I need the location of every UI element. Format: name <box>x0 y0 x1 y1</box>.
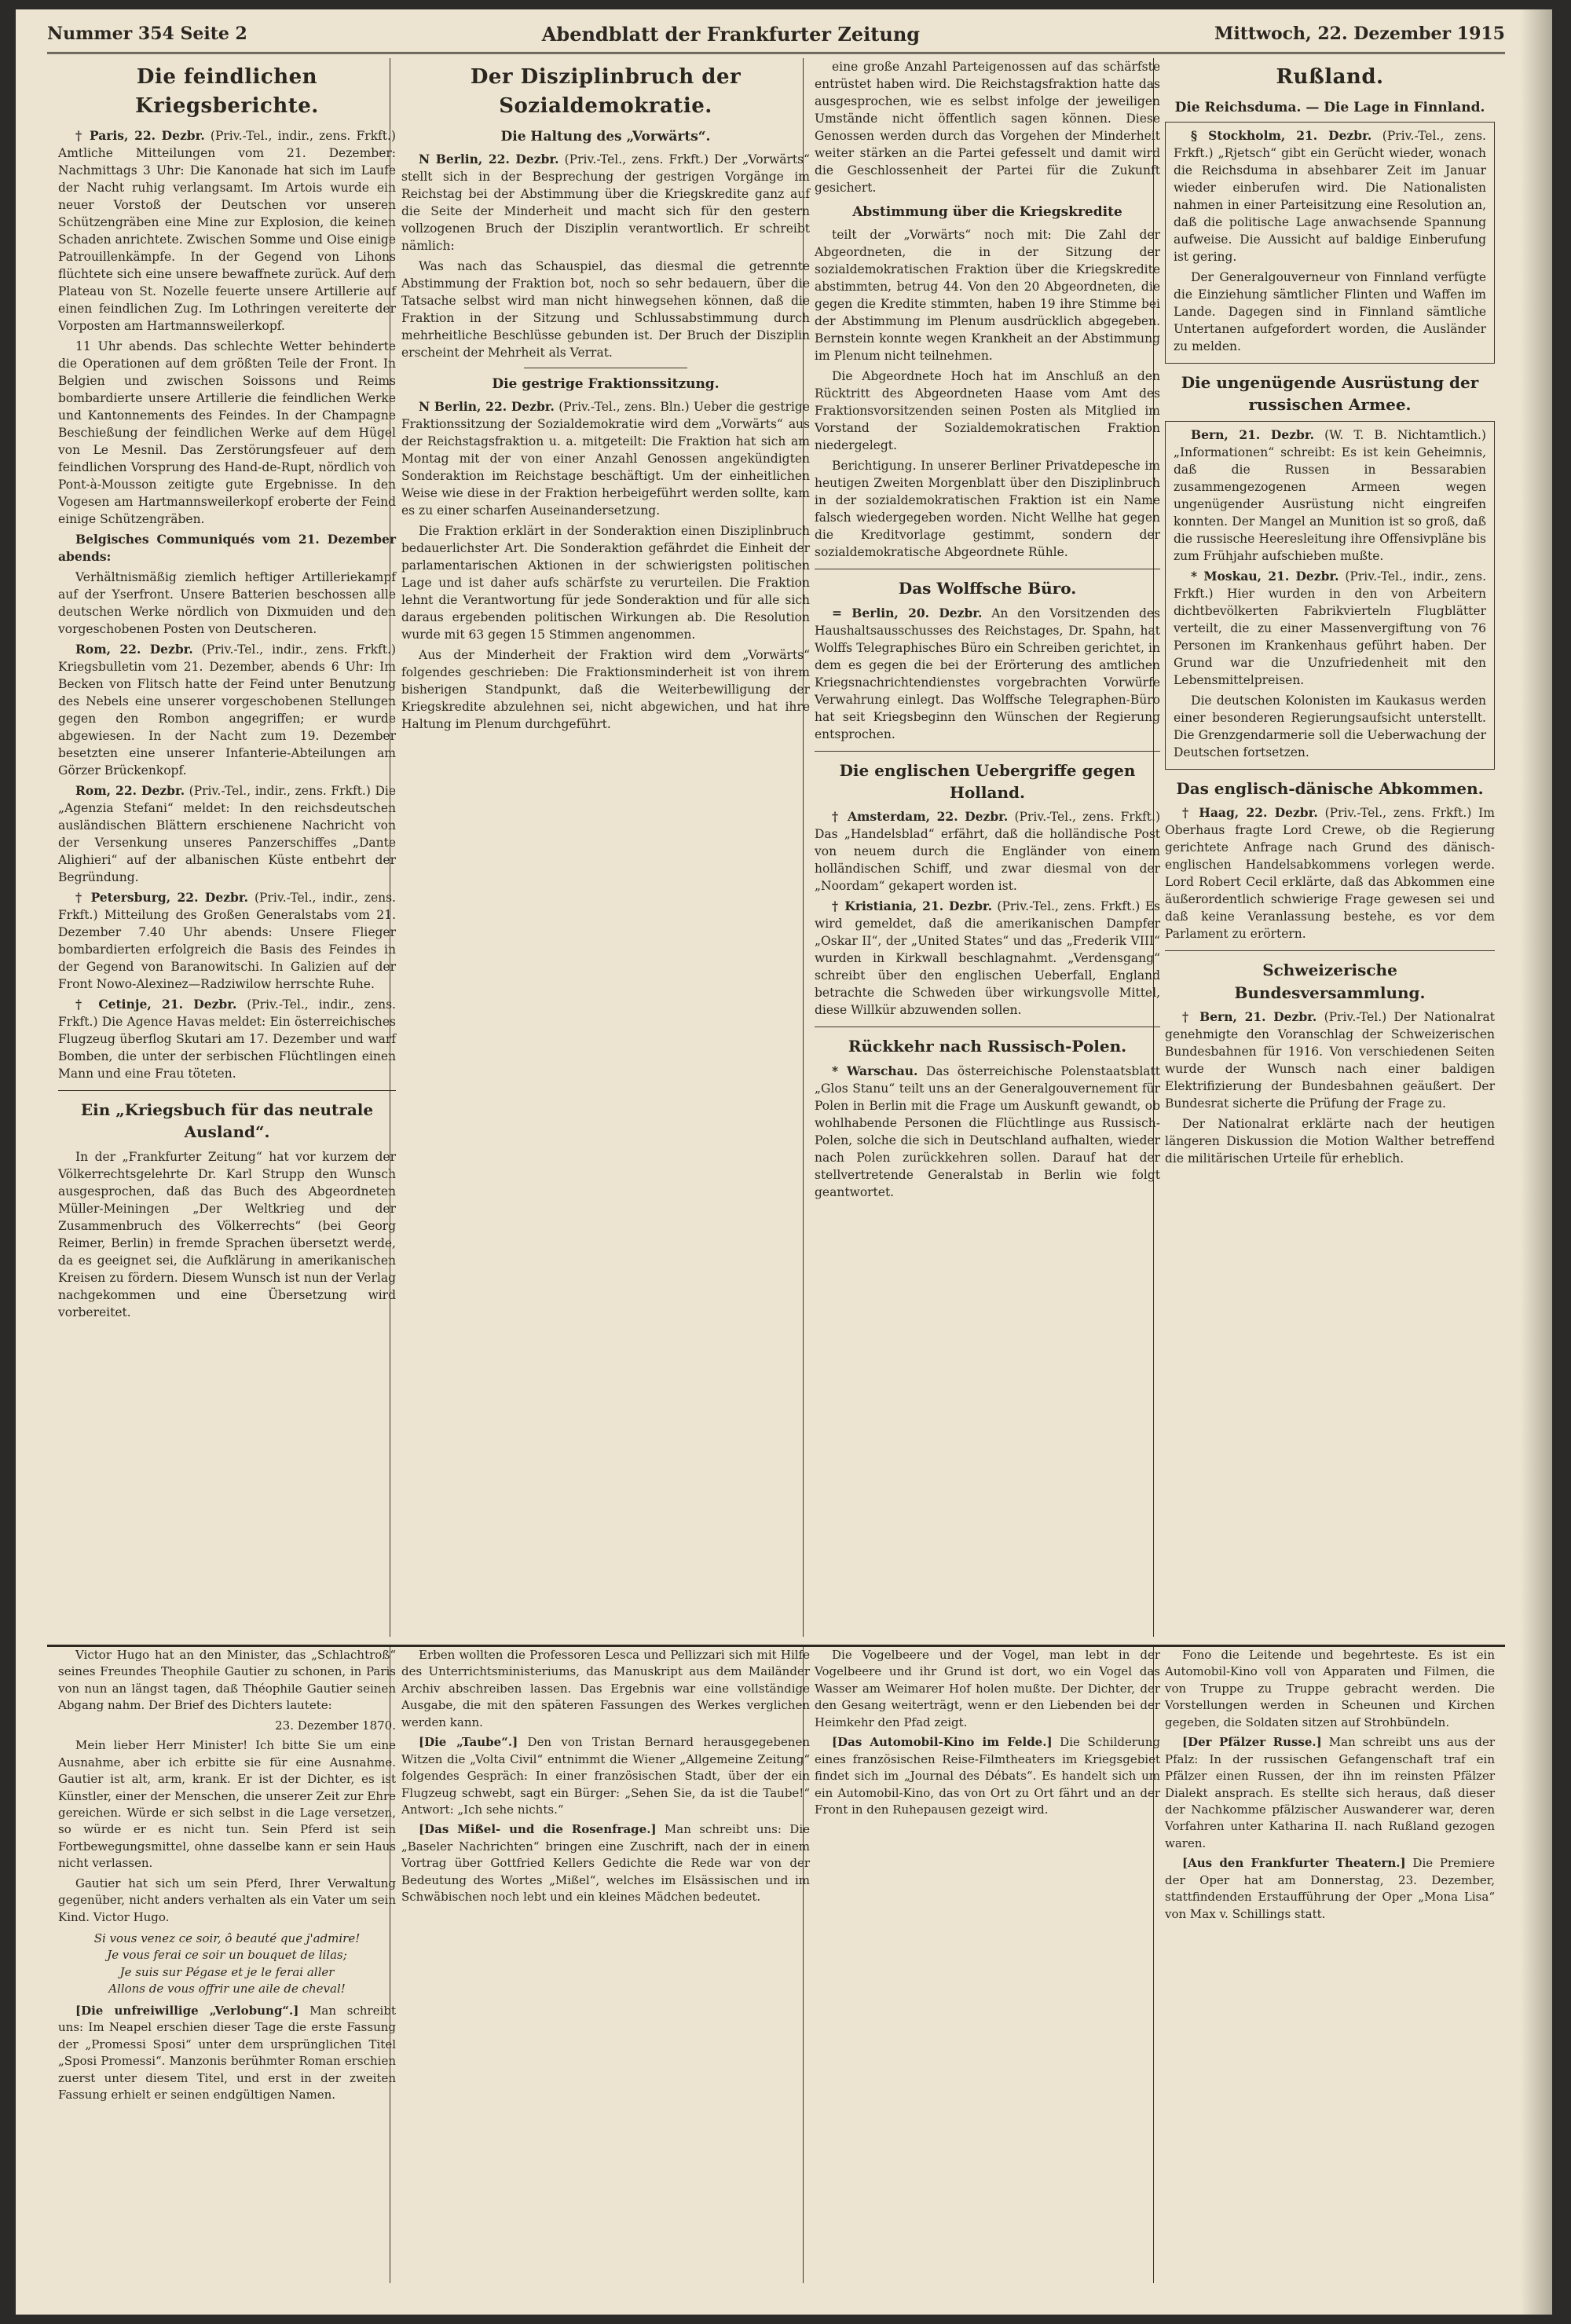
article-title: Schweizerische Bundesversammlung. <box>1234 961 1426 1002</box>
paragraph: Die Vogelbeere und der Vogel, man lebt in der Vogelbeere und ihr Grund ist dort, wo ein Vogel das Wasser am Weimarer Hof holen mußte. Der Dichter, der den Gesang weiterträgt, wenn er den Liebenden bei der Heimkehr den Pfad zeigt. <box>815 1648 1160 1729</box>
paragraph <box>401 398 810 519</box>
paragraph: Der Nationalrat erklärte nach der heutigen längeren Diskussion die Motion Walther betreffend die militärischen Urteile für erheblich. <box>1165 1116 1495 1166</box>
article-title: Die ungenügende Ausrüstung der russischen Armee. <box>1181 373 1479 415</box>
boxed-article <box>1165 421 1495 770</box>
boxed-article <box>1165 122 1495 364</box>
dateline: † Cetinje, 21. Dezbr. <box>75 996 237 1012</box>
paragraph: Der Generalgouverneur von Finnland verfügte die Einziehung sämtlicher Flinten und Waffen im Lande. Dagegen sind in Finnland sämtliche Untertanen aufgefordert worden, die Ausländer zu melden. <box>1174 270 1486 354</box>
article-title: Die feindlichen Kriegsberichte. <box>135 65 319 118</box>
poem-line: Je suis sur Pégase et je le ferai aller <box>119 1964 335 1979</box>
paragraph-text: (Priv.-Tel., zens. Frkft.) Der „Vorwärts“ stellt sich in der Besprechung der gestrigen Vorgänge im Reichstag bei der Abstimmung über die Kriegskredite ganz auf die Seite der Minderheit und macht sich für den gestern vollzogenen Bruch der Disziplin verantwortlich. Er schreibt nämlich: <box>401 152 810 253</box>
paragraph <box>1165 804 1495 942</box>
poem-line: Si vous venez ce soir, ô beauté que j'admire! <box>93 1931 361 1945</box>
item-heading: [Das Mißel- und die Rosenfrage.] <box>419 1822 657 1837</box>
paragraph-text: (Priv.-Tel., zens. Frkft.) Das „Handelsblad“ erfährt, daß die holländische Post von neuem durch die Engländer von einem holländischen Schiff, und zwar diesmal von der „Noordam“ gekapert worden ist. <box>815 810 1160 894</box>
top-section <box>47 58 1505 1637</box>
paragraph <box>401 1821 810 1905</box>
dateline: † Amsterdam, 22. Dezbr. <box>832 809 1009 825</box>
article-title: Rückkehr nach Russisch-Polen. <box>848 1037 1127 1056</box>
paragraph <box>815 808 1160 895</box>
paragraph <box>1174 127 1486 265</box>
issue-date: Mittwoch, 22. Dezember 1915 <box>1214 24 1505 44</box>
article-title: Das englisch-dänische Abkommen. <box>1176 778 1484 798</box>
item-heading: [Die unfreiwillige „Verlobung“.] <box>75 2003 299 2018</box>
paragraph-text: Man schreibt uns aus der Pfalz: In der russischen Gefangenschaft traf ein Pfälzer einen Russen, der ihn im reinsten Pfälzer Dialekt ansprach. Es stellte sich heraus, daß dieser der Nachkomme pfälzischer Auswanderer war, deren Vorfahren unter Katharina II. nach Rußland gezogen waren. <box>1165 1735 1495 1850</box>
paragraph <box>58 2003 396 2104</box>
paragraph: Die deutschen Kolonisten im Kaukasus werden einer besonderen Regierungsaufsicht unterstellt. Die Grenzgendarmerie soll die Ueberwachung der Deutschen fortsetzen. <box>1174 693 1486 759</box>
paragraph: In der „Frankfurter Zeitung“ hat vor kurzem der Völkerrechtsgelehrte Dr. Karl Strupp den Wunsch ausgesprochen, daß das Buch des Abgeordneten Müller-Meiningen „Der Weltkrieg und der Zusammenbruch des Völkerrechts“ (bei Georg Reimer, Berlin) in fremde Sprachen übersetzt werde, da es geeignet sei, die Aufklärung in amerikanischen Kreisen zu fördern. Diesem Wunsch ist nun der Verlag nachgekommen und eine Übersetzung wird vorbereitet. <box>58 1149 396 1319</box>
paragraph-text: (Priv.-Tel., zens. Frkft.) Im Oberhaus fragte Lord Crewe, ob die Regierung gerichtete Anfrage nach Grund des dänisch-englischen Handelsabkommens vorlegen werde. Lord Robert Cecil erklärte, daß das Abkommen eine äußerordentlich schwierige Frage gewesen sei und daß keine Veranlassung bestehe, es vor dem Parlament zu erörtern. <box>1165 806 1495 942</box>
column-4 <box>1153 58 1506 1637</box>
newspaper-page <box>16 9 1552 2315</box>
paragraph: Gautier hat sich um sein Pferd, Ihrer Verwaltung gegenüber, nicht anders verhalten als ein Vater um sein Kind. Victor Hugo. <box>58 1876 396 1924</box>
feuilleton-section <box>47 1645 1505 2283</box>
paragraph-text: Die Premiere der Oper hat am Donnerstag, 23. Dezember, stattfindenden Erstaufführung der Oper „Mona Lisa“ von Max v. Schillings statt. <box>1165 1856 1495 1921</box>
paragraph-text: Den von Tristan Bernard herausgegebenen Witzen die „Volta Civil“ entnimmt die Wiener „Allgemeine Zeitung“ folgendes Gespräch: In einer französischen Stadt, über der ein Flugzeug schwebt, sagt ein Bürger: „Sehen Sie, da ist die Taube!“ Antwort: „Ich sehe nichts.“ <box>401 1735 810 1817</box>
feuilleton-column-1 <box>47 1647 407 2283</box>
dateline: † Haag, 22. Dezbr. <box>1182 805 1318 821</box>
dateline: * Warschau. <box>832 1063 918 1078</box>
paragraph <box>58 782 396 886</box>
paragraph <box>58 127 396 335</box>
page-edge-shadow <box>1521 9 1552 2315</box>
paragraph-text: Die Schilderung eines französischen Reise-Filmtheaters im Kriegsgebiet findet sich im „Journal des Débats“. Es handelt sich um ein Automobil-Kino, das von Ort zu Ort fährt und an der Front in den Ruhepausen gezeigt wird. <box>815 1735 1160 1817</box>
item-heading: [Aus den Frankfurter Theatern.] <box>1182 1856 1406 1871</box>
issue-number: Nummer 354 Seite 2 <box>47 24 247 44</box>
item-heading: [Der Pfälzer Russe.] <box>1182 1735 1322 1750</box>
subheading: Die gestrige Fraktionssitzung. <box>492 375 720 392</box>
dateline: † Paris, 22. Dezbr. <box>75 127 205 143</box>
feuilleton-column-3 <box>803 1647 1171 2283</box>
paragraph <box>58 889 396 993</box>
subheading: Belgisches Communiqués vom 21. Dezember abends: <box>58 531 396 564</box>
paragraph <box>401 151 810 254</box>
paragraph-text: (Priv.-Tel., indir., zens. Frkft.) Mitteilung des Großen Generalstabs vom 21. Dezember 7.40 Uhr abends: Unsere Flieger bombardierten erfolgreich die Basis des Feindes in der Gegend von Baranowitschi. In Galizien auf der Front Nowo-Alexinez—Radziwilow herrschte Ruhe. <box>58 890 396 991</box>
paragraph: Was nach das Schauspiel, das diesmal die getrennte Abstimmung der Fraktion bot, noch so sehr bedauern, über die Tatsache selbst wird man nicht hinwegsehen können, daß die Fraktion in der Sitzung und Schlussabstimmung durch mehrheitliche Beschlüsse gebunden ist. Der Bruch der Disziplin erscheint der Mehrheit als Verrat. <box>401 258 810 360</box>
paragraph-text: (Priv.-Tel.) Der Nationalrat genehmigte den Voranschlag der Schweizerischen Bundesbahnen für 1916. Von verschiedenen Seiten wurde der Wunsch nach einer baldigen Elektrifizierung der Bundesbahnen geäußert. Der Bundesrat sicherte die Prüfung der Frage zu. <box>1165 1009 1496 1111</box>
dateline: N Berlin, 22. Dezbr. <box>419 399 555 415</box>
subheading: Abstimmung über die Kriegskredite <box>852 204 1122 220</box>
paragraph-text: (Priv.-Tel., indir., zens. Frkft.) Hier wurden in den von Arbeitern dichtbevölkerten Fabrikvierteln Flugblätter verteilt, die zu einer Massenvergiftung von 76 Personen im Krankenhaus geführt haben. Der Grund war die Unzufriedenheit mit den Lebensmittelpreisen. <box>1174 569 1486 687</box>
dateline: * Moskau, 21. Dezbr. <box>1191 568 1339 584</box>
divider <box>58 1090 396 1091</box>
paragraph <box>1174 426 1486 565</box>
poem-line: Allons de vous offrir une aile de cheval! <box>108 1982 346 1996</box>
paragraph-text: (Priv.-Tel., zens. Frkft.) „Rjetsch“ gibt ein Gerücht wieder, wonach die Reichsduma in absehbarer Zeit im Januar wieder einberufen wird. Die Nationalisten nahmen in einer Parteisitzung eine Resolution an, daß die politische Lage anwachsende Spannung aufweise. Die Aussicht auf baldige Einberufung ist gering. <box>1174 129 1486 265</box>
paragraph-text: Man schreibt uns: Im Neapel erschien dieser Tage die erste Fassung der „Promessi Sposi“ unter dem ursprünglichen Titel „Sposi Promessi“. Manzonis berühmter Roman erschien zuerst unter diesem Titel, und erst in der zweiten Fassung erhielt er seinen endgültigen Namen. <box>58 2003 396 2102</box>
paragraph: teilt der „Vorwärts“ noch mit: Die Zahl der Abgeordneten, die in der Sitzung der sozialdemokratischen Fraktion über die Kriegskredite abstimmten, betrug 44. Von den 20 Abgeordneten, die gegen die Kredite stimmten, haben 19 ihre Stimme bei der Abstimmung im Plenum ausdrücklich abgegeben. Bernstein konnte wegen Krankheit an der Abstimmung im Plenum nicht teilnehmen. <box>815 228 1160 364</box>
dateline: Rom, 22. Dezbr. <box>75 782 185 798</box>
column-1 <box>47 58 407 1637</box>
newspaper-title: Abendblatt der Frankfurter Zeitung <box>541 22 921 46</box>
paragraph <box>401 1734 810 1818</box>
article-title: Das Wolffsche Büro. <box>898 579 1077 598</box>
paragraph-text: An den Vorsitzenden des Haushaltsausschusses des Reichstages, Dr. Spahn, hat Wolffs Telegraphisches Büro ein Schreiben gerichtet, in dem es gegen die bei der Erörterung des amtlichen Kriegsnachrichtendienstes vorgebrachten Vorwürfe Verwahrung einlegt. Das Wolffsche Telegraphen-Büro hat seit Kriegsbeginn den Wünschen der Regierung entsprochen. <box>815 606 1160 741</box>
article-title: Ein „Kriegsbuch für das neutrale Ausland“. <box>80 1100 374 1142</box>
column-2 <box>390 58 821 1637</box>
dateline: Bern, 21. Dezbr. <box>1191 426 1314 442</box>
item-heading: [Das Automobil-Kino im Felde.] <box>832 1735 1053 1750</box>
subheading: Die Reichsduma. — Die Lage in Finnland. <box>1174 99 1485 115</box>
article-title: Rußland. <box>1276 65 1384 89</box>
dateline: † Petersburg, 22. Dezbr. <box>75 889 249 905</box>
dateline: § Stockholm, 21. Dezbr. <box>1191 128 1372 144</box>
paragraph-text: Das österreichische Polenstaatsblatt „Glos Stanu“ teilt uns an der Generalgouvernement für Polen in Berlin mit die Frage um Auskunft gewandt, ob wohlhabende Personen die Flüchtlinge aus Russisch-Polen, solche die sich in Deutschland aufhalten, wieder nach Polen zurückkehren sollen. Darauf hat der stellvertretende Generalstab in Berlin wie folgt geantwortet. <box>815 1063 1160 1199</box>
paragraph <box>815 605 1160 743</box>
paragraph: Victor Hugo hat an den Minister, das „Schlachtroß“ seines Freundes Theophile Gautier zu schonen, in Paris von nun an längst tagen, daß Théophile Gautier seinen Abgang nahm. Der Brief des Dichters lautete: <box>58 1648 396 1713</box>
paragraph <box>1174 568 1486 689</box>
paragraph-text: (Priv.-Tel., zens. Bln.) Ueber die gestrige Fraktionssitzung der Sozialdemokratie wird dem „Vorwärts“ aus der Reichstagsfraktion u. a. mitgeteilt: Die Fraktion hat sich am Montag mit der von einer Anzahl Genossen angekündigten Sonderaktion im Reichstage beschäftigt. Um der einheitlichen Weise wie diese in der Fraktion herbeigeführt werden sollte, kam es zu einer scharfen Auseinandersetzung. <box>401 400 810 518</box>
dateline: † Bern, 21. Dezbr. <box>1182 1008 1317 1024</box>
poem-line: Je vous ferai ce soir un bouquet de lilas; <box>107 1948 347 1963</box>
paragraph <box>815 898 1160 1019</box>
divider <box>815 751 1160 752</box>
paragraph <box>1165 1734 1495 1852</box>
feuilleton-column-2 <box>390 1647 821 2283</box>
paragraph-text: (Priv.-Tel., indir., zens. Frkft.) Kriegsbulletin vom 21. Dezember, abends 6 Uhr: Im Becken von Flitsch hatte der Feind unter Benutzung des Nebels eine unserer vorgeschobenen Stellungen gegen den Rombon angegriffen; er wurde abgewiesen. In der Nacht zum 19. Dezember besetzten eine unserer Infanterie-Abteilungen am Görzer Brückenkopf. <box>58 642 396 778</box>
paragraph: 11 Uhr abends. Das schlechte Wetter behinderte die Operationen auf dem größten Teile der Front. In Belgien und zwischen Soissons und Reims bombardierte unsere Artillerie die feindlichen Werke und Kantonnements des Feindes. In der Champagne Beschießung der feindlichen Werke auf dem Hügel von Le Mesnil. Das Zerstörungsfeuer auf dem feindlichen Vorsprung des Hand-de-Rupt, nördlich von Pont-à-Mousson zeitigte gute Ergebnisse. In den Vogesen am Hartmannsweilerkopf eroberte der Feind einige Schützengräben. <box>58 339 396 526</box>
paragraph: Verhältnismäßig ziemlich heftiger Artilleriekampf auf der Yserfront. Unsere Batterien beschossen alle deutschen Werke nördlich von Dixmuiden und den vorgeschobenen Posten von Deutscheren. <box>58 569 396 636</box>
paragraph-text: Man schreibt uns: Die „Baseler Nachrichten“ bringen eine Zuschrift, nach der in einem Vortrag über Gottfried Kellers Gedichte die Rede war von der Bedeutung des Wortes „Mißel“, welches im Elsässischen und im Schwäbischen noch lebt und ein kleines Mädchen bedeutet. <box>401 1822 810 1905</box>
paragraph: Aus der Minderheit der Fraktion wird dem „Vorwärts“ folgendes geschrieben: Die Fraktionsminderheit ist von ihrem bisherigen Standpunkt, daß die Weiterbewilligung der Kriegskredite abzulehnen sei, nicht abgewichen, und hat ihre Haltung im Plenum durchgeführt. <box>401 648 810 732</box>
dateline: N Berlin, 22. Dezbr. <box>419 151 559 167</box>
paragraph <box>58 996 396 1082</box>
paragraph-text: (Priv.-Tel., zens. Frkft.) Es wird gemeldet, daß die amerikanischen Dampfer „Oskar II“, der „United States“ und das „Frederik VIII“ wurden in Kirkwall beschlagnahmt. „Verdensgang“ schreibt über den englischen Ueberfall, England betrachte die Schweden über wirkungsvolle Mittel, diese Willkür abzuwenden sollen. <box>815 899 1160 1018</box>
paragraph: Berichtigung. In unserer Berliner Privatdepesche im heutigen Zweiten Morgenblatt über den Disziplinbruch in der sozialdemokratischen Fraktion ist ein Name falsch wiedergegeben worden. Nicht Wellhe hat gegen die Kreditvorlage gestimmt, sondern der sozialdemokratische Abgeordnete Rühle. <box>815 459 1160 560</box>
paragraph <box>58 641 396 779</box>
paragraph: Die Abgeordnete Hoch hat im Anschluß an den Rücktritt des Abgeordneten Haase vom Amt des Fraktionsvorsitzenden seinen Posten als Mitglied im Vorstand der Sozialdemokratischen Fraktion niedergelegt. <box>815 369 1160 453</box>
paragraph-text: (W. T. B. Nichtamtlich.) „Informationen“ schreibt: Es ist kein Geheimnis, daß die Russen in Bessarabien zusammengezogenen Armeen wegen ungenügender Ausrüstung nicht eingreifen konnten. Der Mangel an Munition ist so groß, daß die russische Heeresleitung ihre Offensivpläne bis zum Frühjahr aufschieben mußte. <box>1174 427 1486 563</box>
column-3 <box>803 58 1171 1637</box>
paragraph-text: (Priv.-Tel., indir., zens. Frkft.) Amtliche Mitteilungen vom 21. Dezember: Nachmittags 3 Uhr: Die Kanonade hat sich im Laufe der Nacht ruhig verlangsamt. Im Artois wurde ein neuer Vorstoß der Deutschen vor unseren Schützengräben eine Mine zur Explosion, die keinen Schaden anrichtete. Zwischen Somme und Oise einige Patrouillenkämpfe. In der Gegend von Lihons flüchtete sich eine unsere bewaffnete zurück. Auf dem Plateau von St. Nozelle feuerte unsere Artillerie auf einen feindlichen Zug. Im Lothringen vereiterte der Vorposten am Hartmannsweilerkopf. <box>58 128 396 333</box>
paragraph <box>1165 1855 1495 1923</box>
paragraph: Erben wollten die Professoren Lesca und Pellizzari sich mit Hilfe des Unterrichtsministeriums, das Manuskript aus dem Mailänder Archiv abschreiben lassen. Das Ergebnis war eine vollständige Ausgabe, die mit den späteren Fassungen des Werkes verglichen werden kann. <box>401 1648 810 1729</box>
paragraph <box>815 1734 1160 1818</box>
subheading: Die Haltung des „Vorwärts“. <box>500 128 711 145</box>
dateline: † Kristiania, 21. Dezbr. <box>832 898 993 914</box>
poem <box>58 1931 396 1998</box>
masthead <box>47 20 1505 54</box>
letter-date: 23. Dezember 1870. <box>275 1718 396 1733</box>
article-title: Die englischen Uebergriffe gegen Holland. <box>839 760 1136 802</box>
divider <box>1165 950 1495 951</box>
paragraph: Die Fraktion erklärt in der Sonderaktion einen Disziplinbruch bedauerlichster Art. Die Sonderaktion gefährdet die Einheit der parlamentarischen Aktionen in der schwierigsten politischen Lage und ist daher aufs schärfste zu verurteilen. Die Fraktion lehnt die Verantwortung für jede Sonderaktion und für alle sich daraus ergebenden politischen Wirkungen ab. Die Resolution wurde mit 63 gegen 15 Stimmen angenommen. <box>401 524 810 642</box>
paragraph-text: (Priv.-Tel., indir., zens. Frkft.) Die „Agenzia Stefani“ meldet: In den reichsdeutschen ausländischen Blättern erschienene Nachricht von der Versenkung unseres Panzerschiffes „Dante Alighieri“ auf der albanischen Küste entbehrt der Begründung. <box>58 783 396 884</box>
dateline: Rom, 22. Dezbr. <box>75 641 193 657</box>
paragraph: eine große Anzahl Parteigenossen auf das schärfste entrüstet haben wird. Die Reichstagsfraktion hatte das ausgesprochen, wie es selbst infolge der jeweiligen Umstände nicht öffentlich sagen können. Diese Genossen werden durch das Vorgehen der Minderheit weiter stärken an die Partei gefesselt und damit wird die Geschlossenheit der Partei für die Zukunft gesichert. <box>815 60 1160 195</box>
dateline: = Berlin, 20. Dezbr. <box>832 605 983 620</box>
paragraph-text: (Priv.-Tel., indir., zens. Frkft.) Die Agence Havas meldet: Ein österreichisches Flugzeug überflog Skutari am 17. Dezember und warf Bomben, die unter der serbischen Flüchtlingen einen Mann und eine Frau töteten. <box>58 997 396 1081</box>
paragraph: Mein lieber Herr Minister! Ich bitte Sie um eine Ausnahme, aber ich erbitte sie für eine Ausnahme. Gautier ist alt, arm, krank. Er ist der Dichter, es ist Künstler, einer der Menschen, die unserer Zeit zur Ehre gereichen. Würde er sich selbst in die Lage versetzen, so würde er es nicht tun. Sein Pferd ist sein Fortbewegungsmittel, ohne dasselbe kann er sein Haus nicht verlassen. <box>58 1738 396 1871</box>
paragraph: Fono die Leitende und begehrteste. Es ist ein Automobil-Kino voll von Apparaten und Filmen, die von Truppe zu Truppe gebracht werden. Die Vorstellungen werden in Scheunen und Kirchen gegeben, die Soldaten sitzen auf Strohbündeln. <box>1165 1648 1495 1729</box>
paragraph <box>815 1063 1160 1201</box>
paragraph <box>1165 1008 1495 1112</box>
item-heading: [Die „Taube“.] <box>419 1735 518 1750</box>
article-title: Der Disziplinbruch der Sozialdemokratie. <box>470 65 742 118</box>
feuilleton-column-4 <box>1153 1647 1506 2283</box>
